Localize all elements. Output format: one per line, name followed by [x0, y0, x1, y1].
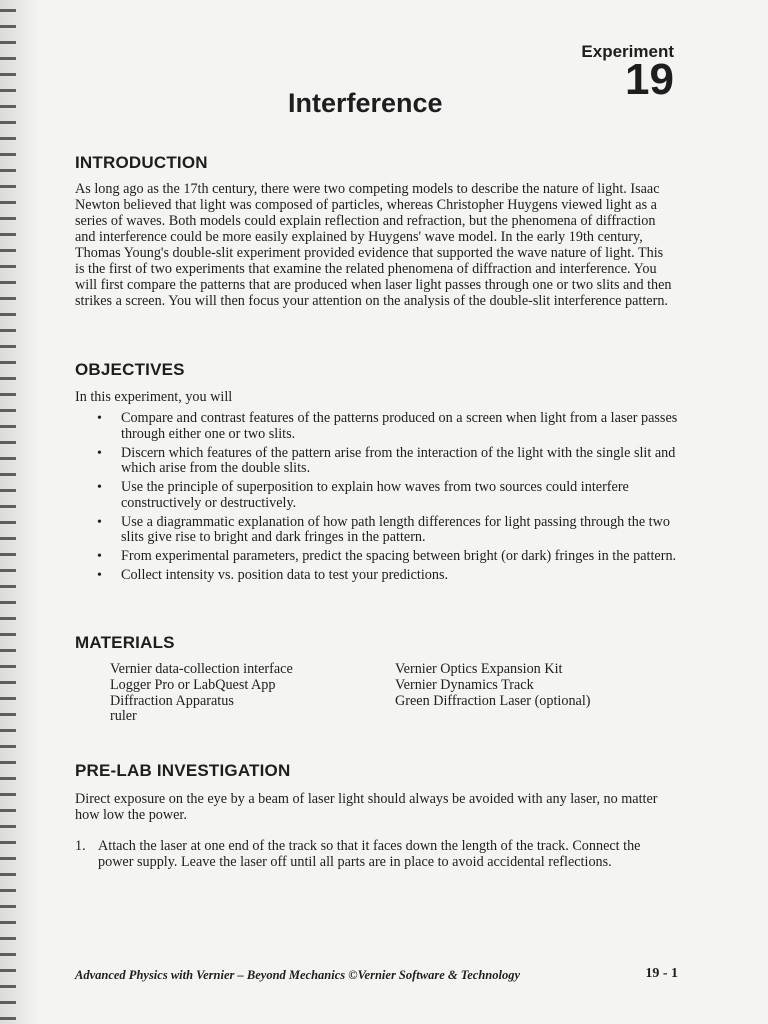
introduction-heading: INTRODUCTION: [75, 153, 208, 172]
bullet-icon: •: [97, 411, 102, 426]
list-item: • Use a diagrammatic explanation of how path length differences for light passing through the two slits give rise to bright and dark fringes in the pattern.: [97, 513, 670, 545]
material-item: Logger Pro or LabQuest App: [110, 676, 276, 693]
list-item: • Discern which features of the pattern arise from the interaction of the light with the single slit and which arise from the double slits.: [97, 444, 676, 476]
bullet-icon: •: [97, 445, 102, 461]
list-item: • Compare and contrast features of the patterns produced on a screen when light from a laser passes through either one or two slits.: [97, 410, 678, 442]
step-number: 1.: [75, 838, 86, 854]
material-item: Green Diffraction Laser (optional): [395, 692, 591, 709]
laser-warning: Direct exposure on the eye by a beam of laser light should always be avoided with any laser, no matter how low the power.: [75, 791, 658, 823]
materials-heading: MATERIALS: [75, 633, 175, 652]
materials-right-column: [395, 662, 715, 709]
list-item: • Use the principle of superposition to explain how waves from two sources could interfere constructively or destructively.: [97, 479, 629, 511]
material-item: Vernier data-collection interface: [110, 661, 293, 677]
bullet-icon: •: [97, 514, 102, 530]
objectives-intro: In this experiment, you will: [75, 389, 233, 405]
materials-left-column: [110, 662, 430, 725]
objectives-heading: OBJECTIVES: [75, 360, 185, 379]
prelab-heading: PRE-LAB INVESTIGATION: [75, 761, 291, 780]
experiment-number: 19: [625, 55, 674, 104]
material-item: Vernier Optics Expansion Kit: [395, 661, 563, 677]
introduction-paragraph: As long ago as the 17th century, there were two competing models to describe the nature of light. Isaac Newton believed that light was composed of particles, whereas Christopher Huygens viewed light as a series of waves. Both models could explain reflection and refraction, but the phenomena of diffraction and interference could be more easily explained by Huygens' wave model. In the early 19th century, Thomas Young's double-slit experiment provided evidence that supported the wave nature of light. This is the first of two experiments that examine the related phenomena of diffraction and interference. You will first compare the patterns that are produced when laser light passes through one or two slits and then strikes a screen. You will then focus your attention on the analysis of the double-slit interference pattern.: [75, 181, 672, 309]
bullet-icon: •: [97, 480, 102, 495]
material-item: Vernier Dynamics Track: [395, 676, 534, 693]
step-text: Attach the laser at one end of the track so that it faces down the length of the track. Connect the power supply. Leave the laser off until all parts are in place to avoid accidental reflections.: [98, 838, 641, 870]
footer-citation: Advanced Physics with Vernier – Beyond Mechanics ©Vernier Software & Technology: [75, 968, 521, 982]
experiment-label: Experiment: [581, 42, 674, 61]
objectives-list: [97, 411, 687, 587]
material-item: Diffraction Apparatus: [110, 692, 234, 709]
bullet-icon: •: [97, 568, 102, 583]
page-title: Interference: [288, 88, 443, 118]
material-item: ruler: [110, 708, 137, 725]
page-number: 19 - 1: [645, 966, 678, 981]
spiral-binding: [0, 0, 16, 1024]
bullet-icon: •: [97, 549, 102, 564]
list-item: • Collect intensity vs. position data to test your predictions.: [97, 567, 449, 583]
list-item: • From experimental parameters, predict the spacing between bright (or dark) fringes in the pattern.: [97, 548, 677, 564]
